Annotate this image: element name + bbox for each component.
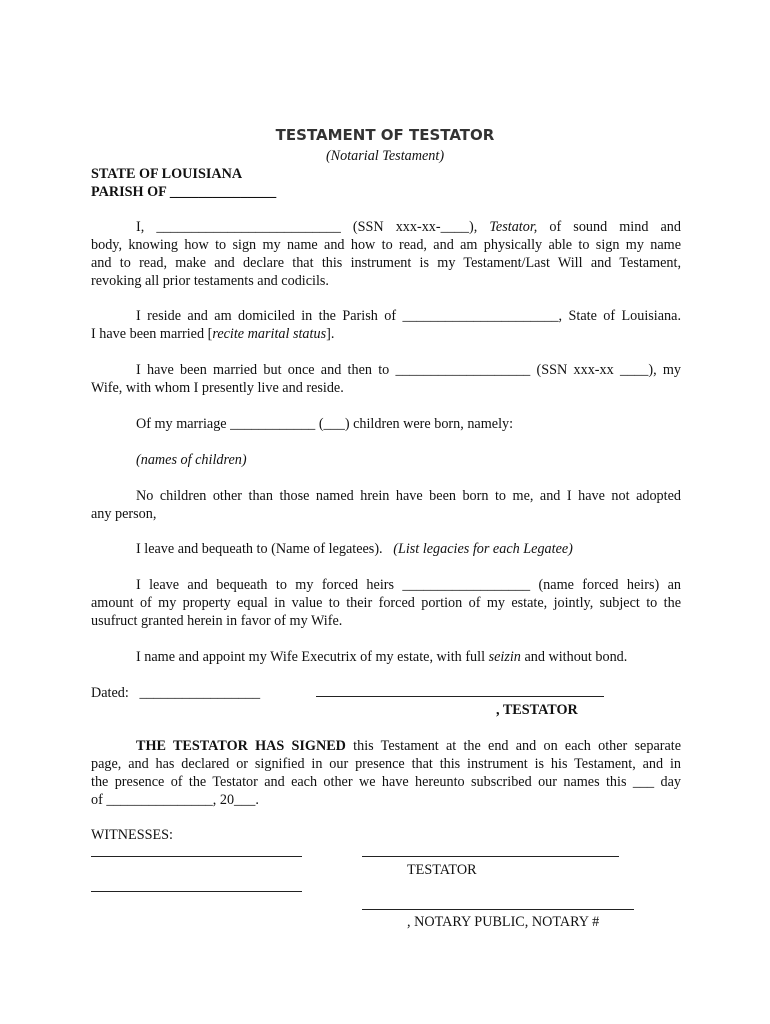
witness-2-signature-line[interactable] <box>91 891 302 892</box>
document-subtitle: (Notarial Testament) <box>325 148 445 164</box>
witnesses-label: WITNESSES: <box>91 827 173 843</box>
testator-italic: Testator, <box>489 219 538 235</box>
legatees-line <box>136 540 726 558</box>
no-children-text: No children other than those named hrein have been born to me, and I have not adopted <box>136 488 681 504</box>
forced-heirs-line-3: usufruct granted herein in favor of my Wife. <box>91 613 343 629</box>
attest-line-4: of _______________, 20___. <box>91 792 259 808</box>
attest-line-2: page, and has declared or signified in our presence that this instrument is his Testament, and in <box>91 756 681 772</box>
attest-line-3: the presence of the Testator and each other we have hereunto subscribed our names this ___ day <box>91 774 681 790</box>
testator-bottom-label: TESTATOR <box>407 862 477 878</box>
executrix-line <box>136 648 726 666</box>
testator-label: , TESTATOR <box>496 702 578 718</box>
forced-heirs-text: I leave and bequeath to my forced heirs __________________ (name forced heirs) an <box>136 577 681 593</box>
attest-text-1: this Testament at the end and on each other separate <box>353 738 681 754</box>
witness-1-signature-line[interactable] <box>91 856 302 857</box>
testator-has-signed: THE TESTATOR HAS SIGNED <box>136 738 346 754</box>
marital-status-placeholder: recite marital status <box>212 326 327 342</box>
residence-line-1 <box>91 307 681 325</box>
married-line-1 <box>91 361 681 379</box>
intro-line-4: revoking all prior testaments and codicils. <box>91 273 329 289</box>
names-of-children: (names of children) <box>136 452 247 468</box>
intro-line-3: and to read, make and declare that this instrument is my Testament/Last Will and Testament, <box>91 255 681 271</box>
legatees-text: I leave and bequeath to (Name of legatees). <box>136 541 383 557</box>
attest-line-1 <box>91 737 681 755</box>
document-title: TESTAMENT OF TESTATOR <box>275 126 495 144</box>
married-text: I have been married but once and then to ___________________ (SSN xxx-xx ____), my <box>136 362 681 378</box>
children-line: Of my marriage ____________ (___) children were born, namely: <box>136 416 514 432</box>
dated-line <box>91 684 260 702</box>
testator-bottom-signature-line[interactable] <box>362 856 619 857</box>
notary-label: , NOTARY PUBLIC, NOTARY # <box>407 914 600 930</box>
no-children-line-2: any person, <box>91 506 157 522</box>
residence-text: I reside and am domiciled in the Parish of ______________________, State of Louisiana. <box>136 308 681 324</box>
marital-text: I have been married [ <box>91 326 213 342</box>
married-line-2: Wife, with whom I presently live and reside. <box>91 380 344 396</box>
intro-ssn-text: I, __________________________ (SSN xxx-xx-____), <box>136 219 478 235</box>
parish-heading: PARISH OF _______________ <box>91 184 277 200</box>
state-heading: STATE OF LOUISIANA <box>91 166 243 182</box>
seizin-italic: seizin <box>488 649 521 665</box>
intro-line-1 <box>91 218 681 236</box>
legacies-placeholder: (List legacies for each Legatee) <box>393 541 573 557</box>
marital-close: ]. <box>326 326 335 342</box>
executrix-end: and without bond. <box>524 649 628 665</box>
forced-heirs-line-1 <box>91 576 681 594</box>
marital-status-line <box>91 325 681 343</box>
testator-signature-line[interactable] <box>316 696 604 697</box>
no-children-line-1 <box>91 487 681 505</box>
dated-label: Dated: <box>91 685 129 701</box>
executrix-text: I name and appoint my Wife Executrix of my estate, with full <box>136 649 486 665</box>
notary-signature-line[interactable] <box>362 909 634 910</box>
forced-heirs-line-2: amount of my property equal in value to their forced portion of my estate, jointly, subject to the <box>91 595 681 611</box>
intro-sound-mind: of sound mind and <box>549 219 681 235</box>
dated-blank[interactable]: _________________ <box>139 685 261 701</box>
intro-line-2: body, knowing how to sign my name and how to read, and am physically able to sign my name <box>91 237 681 253</box>
